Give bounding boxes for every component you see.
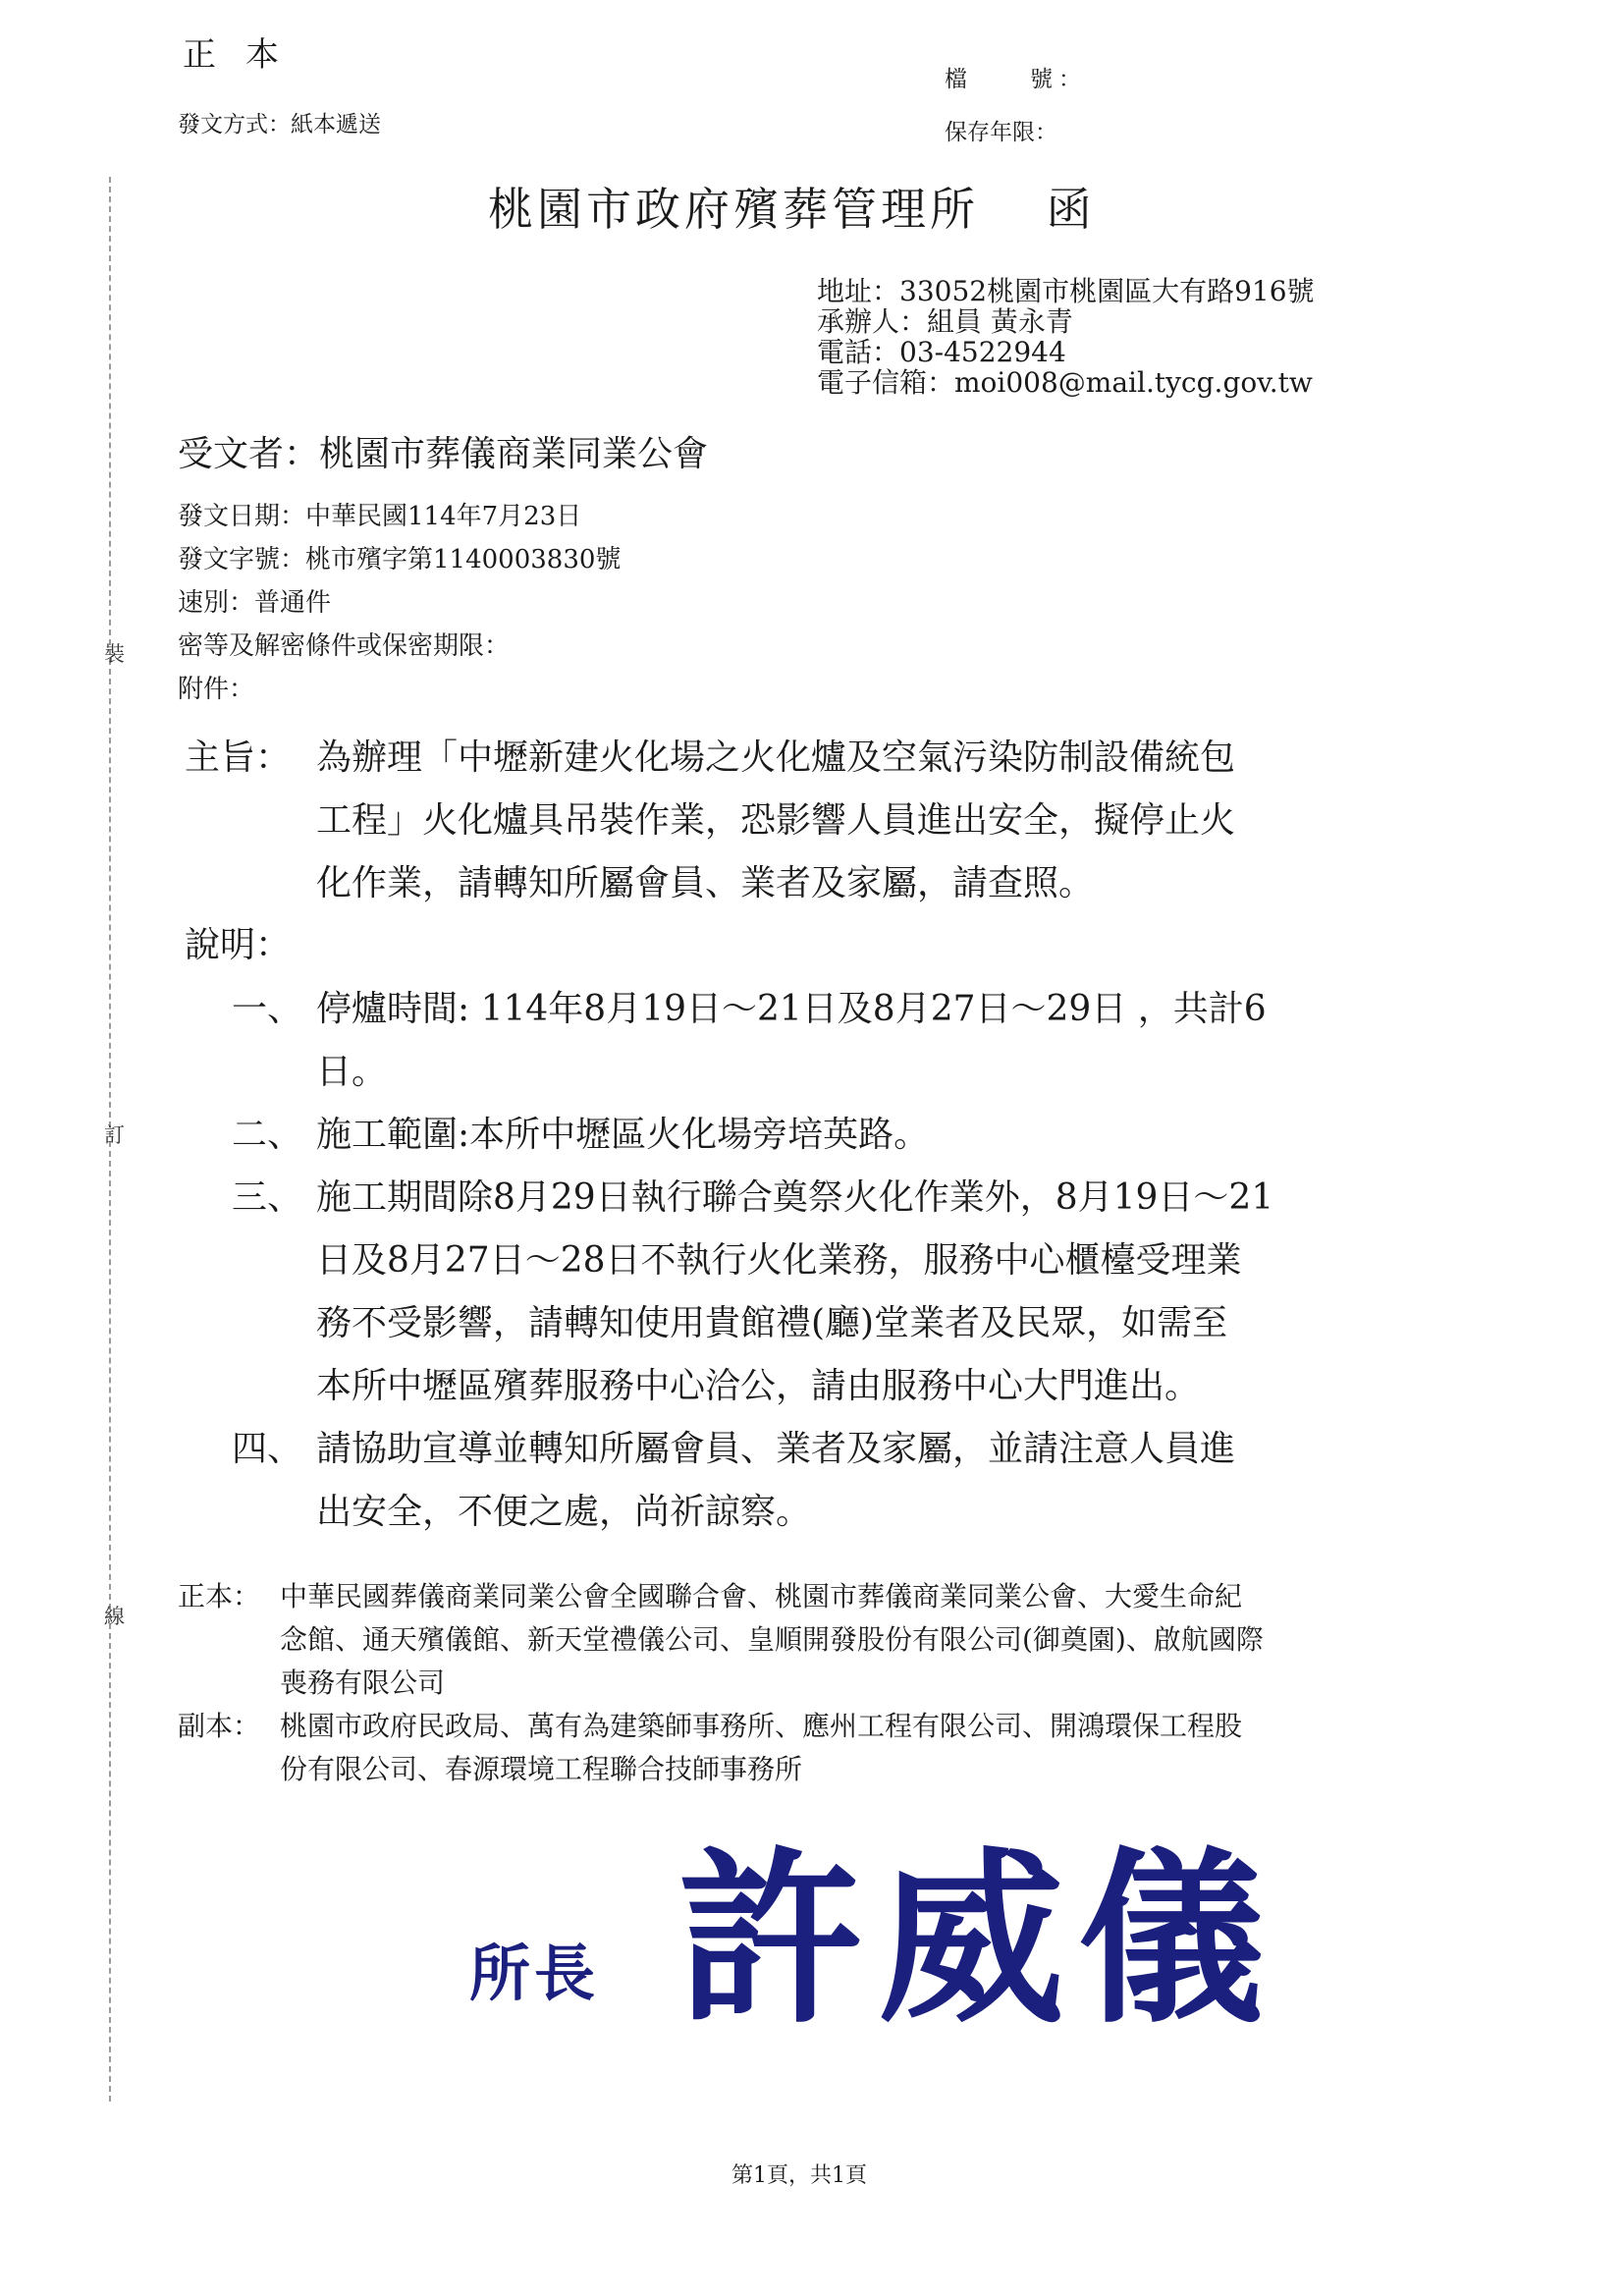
contact-phone: 電話：03-4522944: [817, 336, 1066, 368]
binding-mark-xian: 線: [104, 1605, 125, 1628]
item-number: 二、: [232, 1115, 303, 1155]
item-number: 四、: [232, 1429, 303, 1469]
subject-line: 為辦理「中壢新建火化場之火化爐及空氣污染防制設備統包: [316, 738, 1236, 778]
item-line: 停爐時間: 114年8月19日～21日及8月27日～29日 ，共計6: [316, 989, 1267, 1029]
main-copy-label: 正本：: [178, 1580, 261, 1612]
item-line: 出安全，不便之處，尚祈諒察。: [316, 1492, 812, 1532]
explanation-label: 說明：: [185, 925, 292, 965]
main-copy-line: 念館、通天殯儀館、新天堂禮儀公司、皇順開發股份有限公司(御奠園)、啟航國際: [280, 1623, 1264, 1656]
main-copy-line: 喪務有限公司: [280, 1667, 446, 1699]
issue-date: 發文日期：中華民國114年7月23日: [178, 502, 582, 531]
document-title: 桃園市政府殯葬管理所 函: [488, 183, 1096, 236]
send-method: 發文方式：紙本遞送: [178, 112, 381, 137]
item-number: 三、: [232, 1177, 303, 1218]
doc-number: 發文字號：桃市殯字第1140003830號: [178, 545, 622, 574]
item-number: 一、: [232, 989, 303, 1029]
subject-line: 工程」火化爐具吊裝作業，恐影響人員進出安全，擬停止火: [316, 800, 1236, 841]
cc-label: 副本：: [178, 1710, 261, 1742]
secrecy-level: 密等及解密條件或保密期限：: [178, 631, 511, 661]
director-title: 所長: [469, 1938, 600, 2009]
item-line: 本所中壢區殯葬服務中心洽公，請由服務中心大門進出。: [316, 1366, 1201, 1406]
contact-address: 地址：33052桃園市桃園區大有路916號: [817, 275, 1315, 307]
cc-line: 份有限公司、春源環境工程聯合技師事務所: [280, 1753, 803, 1785]
item-line: 施工範圍:本所中壢區火化場旁培英路。: [316, 1115, 930, 1155]
cc-line: 桃園市政府民政局、萬有為建築師事務所、應州工程有限公司、開鴻環保工程股: [280, 1710, 1243, 1742]
binding-mark-ding: 訂: [104, 1123, 125, 1147]
copy-type: 正本: [183, 35, 308, 75]
subject-line: 化作業，請轉知所屬會員、業者及家屬，請查照。: [316, 863, 1095, 903]
item-line: 務不受影響，請轉知使用貴館禮(廳)堂業者及民眾，如需至: [316, 1303, 1228, 1343]
main-copy-line: 中華民國葬儀商業同業公會全國聯合會、桃園市葬儀商業同業公會、大愛生命紀: [280, 1580, 1243, 1612]
attachment-label: 附件：: [178, 675, 255, 704]
retention-label: 保存年限：: [945, 120, 1057, 145]
page-number: 第1頁，共1頁: [731, 2163, 867, 2188]
binding-mark-zhuang: 裝: [104, 642, 125, 666]
contact-handler: 承辦人：組員 黃永青: [817, 305, 1073, 338]
contact-email: 電子信箱：moi008@mail.tycg.gov.tw: [817, 366, 1313, 399]
speed-class: 速別：普通件: [178, 588, 332, 618]
subject-label: 主旨：: [185, 738, 292, 778]
item-line: 請協助宣導並轉知所屬會員、業者及家屬，並請注意人員進: [316, 1429, 1236, 1469]
director-name-stamp: 許威儀: [677, 1830, 1279, 2049]
item-line: 日。: [316, 1052, 388, 1092]
item-line: 施工期間除8月29日執行聯合奠祭火化作業外，8月19日～21: [316, 1177, 1274, 1218]
file-number-label: 檔 號：: [945, 67, 1087, 92]
recipient: 受文者：桃園市葬儀商業同業公會: [178, 434, 709, 474]
item-line: 日及8月27日～28日不執行火化業務，服務中心櫃檯受理業: [316, 1240, 1242, 1281]
